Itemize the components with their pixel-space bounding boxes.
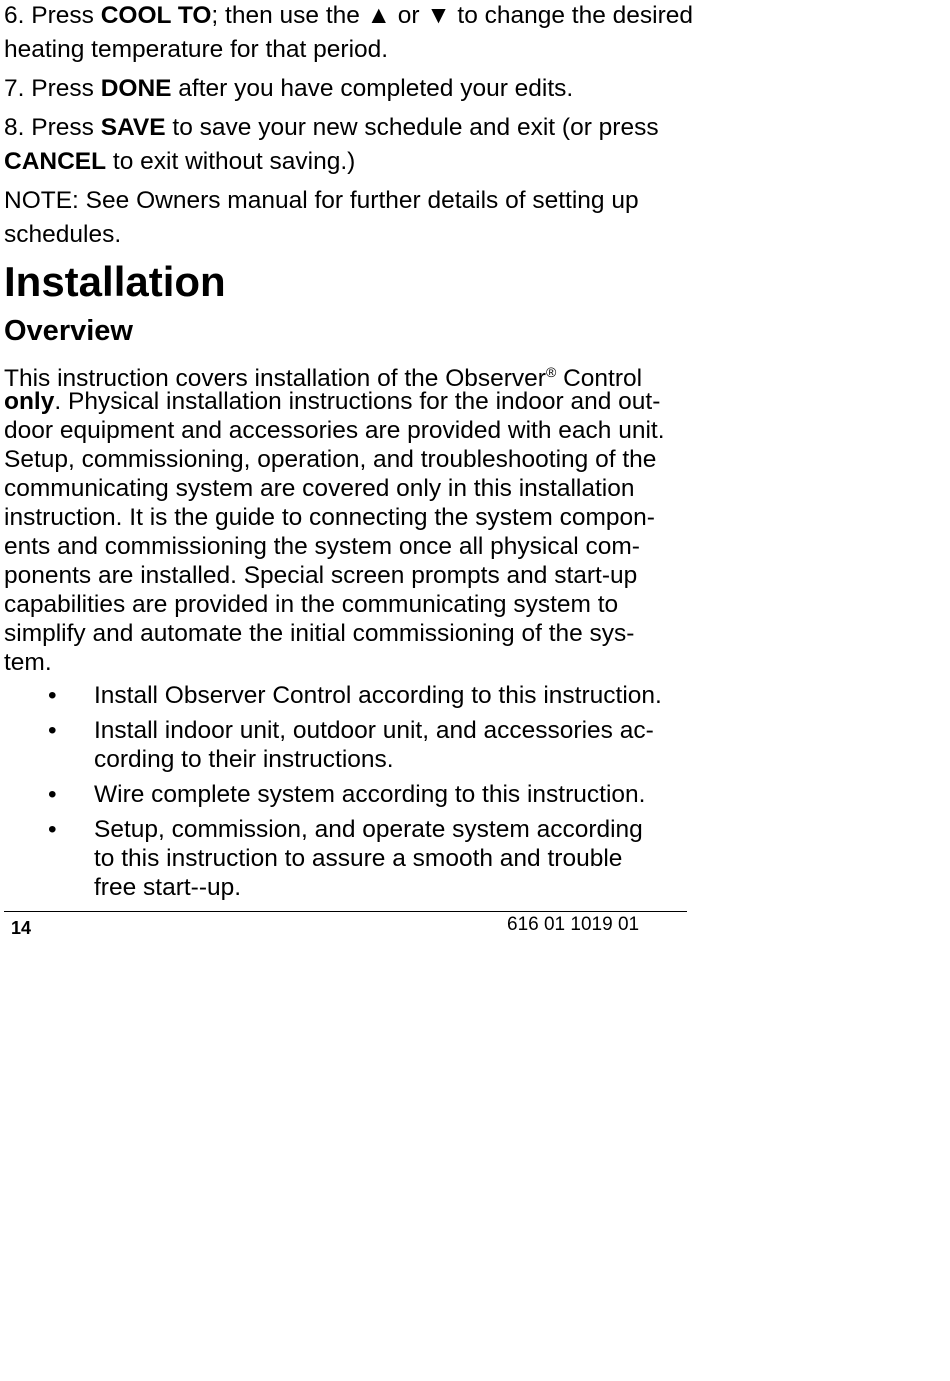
step-6-line-1: 6. Press COOL TO; then use the ▲ or ▼ to change the desired — [4, 2, 694, 29]
bullet-marker: • — [48, 781, 57, 808]
bullet-4-line-1: Setup, commission, and operate system according — [94, 816, 643, 843]
overview-line-2: only. Physical installation instructions for the indoor and out- — [4, 388, 661, 415]
overview-line-10: simplify and automate the initial commissioning of the sys- — [4, 620, 635, 647]
step-8-line-1: 8. Press SAVE to save your new schedule and exit (or press — [4, 114, 659, 141]
bullet-3-line-1: Wire complete system according to this instruction. — [94, 781, 646, 808]
note-line-2: schedules. — [4, 221, 122, 248]
page-number: 14 — [11, 918, 32, 938]
document-number: 616 01 1019 01 — [507, 914, 640, 935]
note-line-1: NOTE: See Owners manual for further details of setting up — [4, 187, 639, 214]
section-subtitle: Overview — [4, 315, 133, 347]
bullet-1-line-1: Install Observer Control according to this instruction. — [94, 682, 662, 709]
overview-line-1: This instruction covers installation of the Observer® Control — [4, 364, 643, 392]
bullet-2-line-1: Install indoor unit, outdoor unit, and accessories ac- — [94, 717, 654, 744]
step-7: 7. Press DONE after you have completed your edits. — [4, 75, 574, 102]
step-8-line-2: CANCEL to exit without saving.) — [4, 148, 356, 175]
overview-line-5: communicating system are covered only in this installation — [4, 475, 635, 502]
overview-line-6: instruction. It is the guide to connecting the system compon- — [4, 504, 655, 531]
overview-line-9: capabilities are provided in the communicating system to — [4, 591, 619, 618]
overview-line-4: Setup, commissioning, operation, and troubleshooting of the — [4, 446, 657, 473]
section-title: Installation — [4, 258, 226, 305]
bullet-4-line-2: to this instruction to assure a smooth and trouble — [94, 845, 623, 872]
overview-line-3: door equipment and accessories are provided with each unit. — [4, 417, 665, 444]
bullet-marker: • — [48, 816, 57, 843]
bullet-marker: • — [48, 682, 57, 709]
key-cancel: CANCEL — [4, 148, 107, 175]
overview-line-11: tem. — [4, 649, 52, 676]
bullet-2-line-2: cording to their instructions. — [94, 746, 394, 773]
overview-line-7: ents and commissioning the system once all physical com- — [4, 533, 640, 560]
registered-mark: ® — [545, 364, 557, 380]
step-6-line-2: heating temperature for that period. — [4, 36, 389, 63]
bullet-4-line-3: free start--up. — [94, 874, 242, 901]
bullet-marker: • — [48, 717, 57, 744]
footer-rule — [4, 911, 687, 912]
key-cool-to: COOL TO — [100, 2, 212, 29]
key-done: DONE — [100, 75, 172, 102]
key-save: SAVE — [100, 114, 166, 141]
overview-line-8: ponents are installed. Special screen prompts and start-up — [4, 562, 638, 589]
